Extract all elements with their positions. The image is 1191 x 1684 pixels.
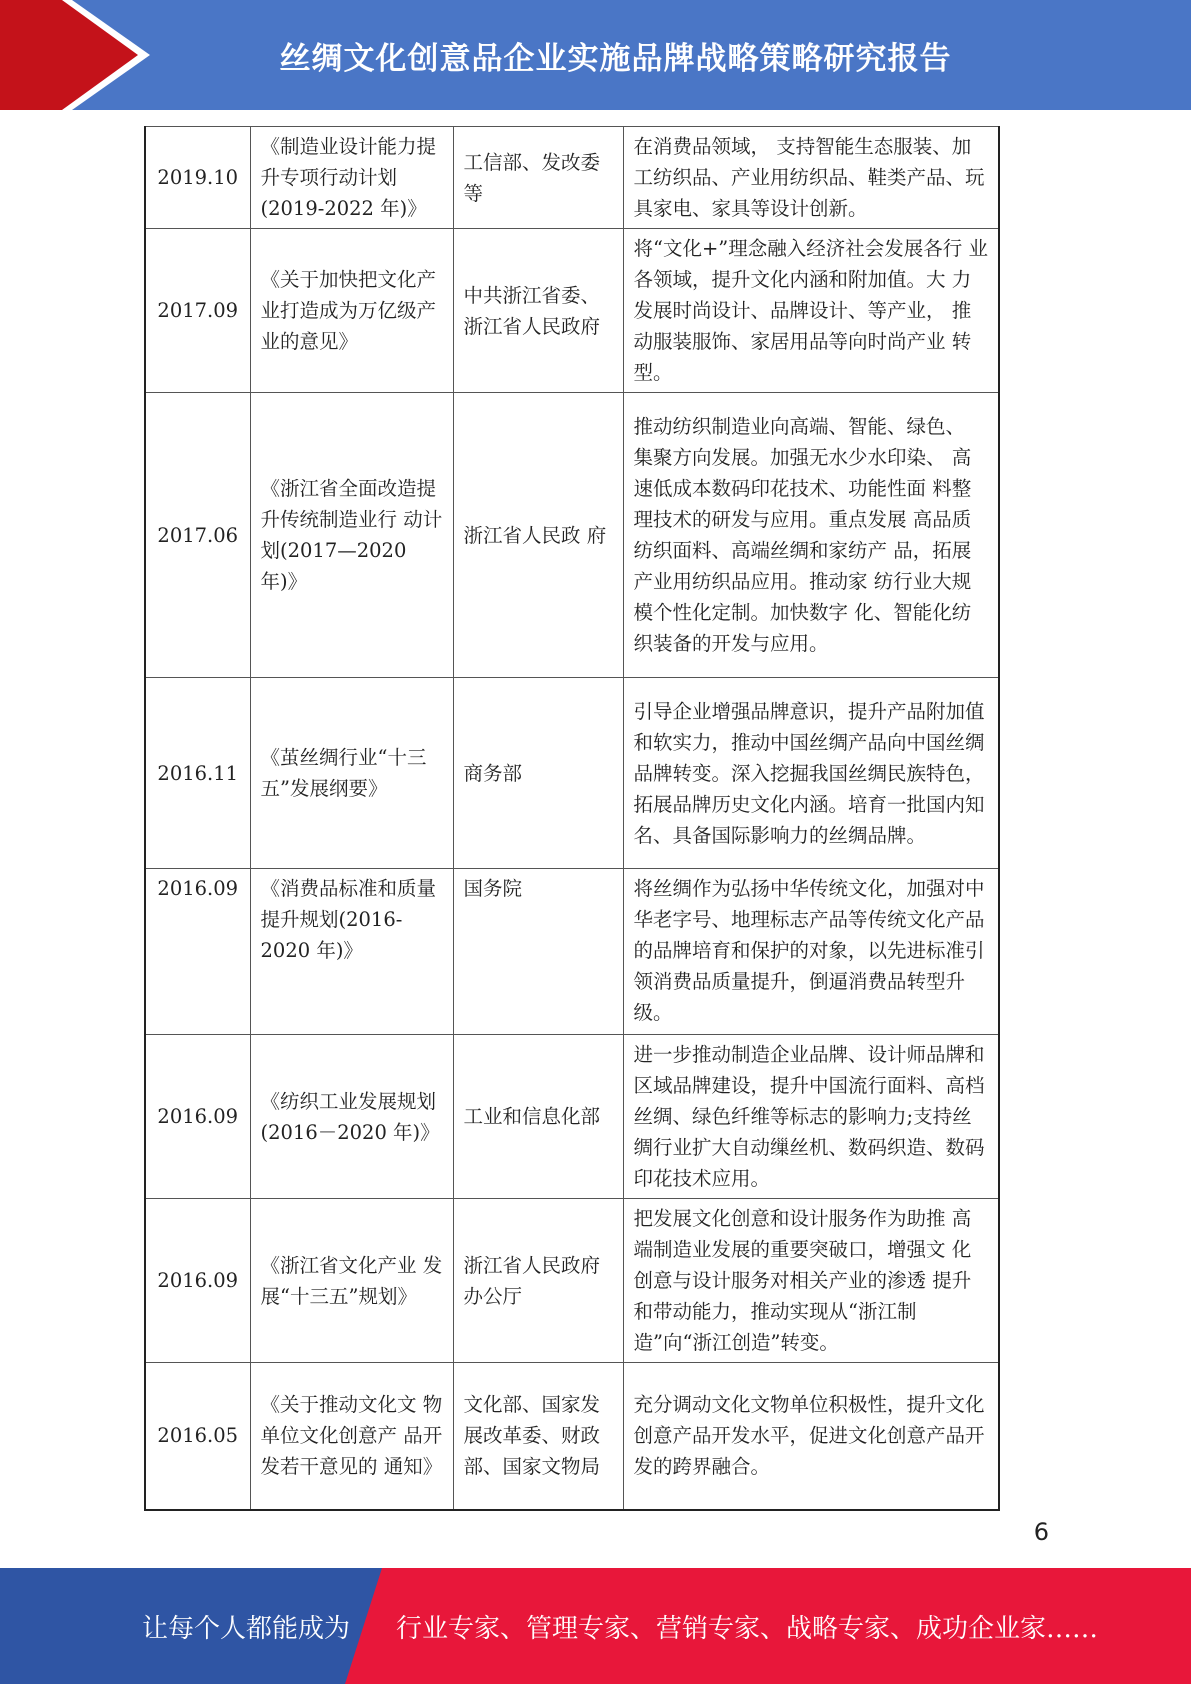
policy-date: 2016.09: [145, 1035, 250, 1199]
policy-content: 将“文化+”理念融入经济社会发展各行 业各领域，提升文化内涵和附加值。大 力发展时尚设计、品牌设计、等产业， 推动服装服饰、家居用品等向时尚产业 转型。: [623, 229, 999, 393]
policy-date: 2016.11: [145, 678, 250, 869]
policy-date: 2019.10: [145, 127, 250, 229]
policy-title: 《纺织工业发展规划(2016－2020 年)》: [250, 1035, 453, 1199]
policy-title: 《浙江省全面改造提升传统制造业行 动计划(2017—2020 年)》: [250, 393, 453, 678]
document-title: 丝绸文化创意品企业实施品牌战略策略研究报告: [279, 40, 952, 77]
policy-content: 进一步推动制造企业品牌、设计师品牌和区域品牌建设，提升中国流行面料、高档丝绸、绿色纤维等标志的影响力;支持丝绸行业扩大自动缫丝机、数码织造、数码印花技术应用。: [623, 1035, 999, 1199]
issuing-department: 国务院: [453, 869, 623, 1035]
table-row: [145, 1363, 999, 1510]
table-row: [145, 678, 999, 869]
policy-content: 充分调动文化文物单位积极性，提升文化创意产品开发水平，促进文化创意产品开发的跨界融合。: [623, 1363, 999, 1510]
table-row: [145, 1199, 999, 1363]
issuing-department: 商务部: [453, 678, 623, 869]
issuing-department: 中共浙江省委、浙江省人民政府: [453, 229, 623, 393]
policy-title: 《浙江省文化产业 发展“十三五”规划》: [250, 1199, 453, 1363]
table-row: [145, 127, 999, 229]
policy-content: 把发展文化创意和设计服务作为助推 高端制造业发展的重要突破口，增强文 化创意与设计服务对相关产业的渗透 提升和带动能力，推动实现从“浙江制 造”向“浙江创造”转变。: [623, 1199, 999, 1363]
page-footer: [0, 1568, 1191, 1684]
footer-slogan-left: 让每个人都能成为: [142, 1613, 351, 1644]
issuing-department: 文化部、国家发 展改革委、财政 部、国家文物局: [453, 1363, 623, 1510]
footer-slogan-right: 行业专家、管理专家、营销专家、战略专家、成功企业家……: [396, 1613, 1099, 1644]
policy-content: 引导企业增强品牌意识，提升产品附加值和软实力，推动中国丝绸产品向中国丝绸品牌转变。深入挖掘我国丝绸民族特色，拓展品牌历史文化内涵。培育一批国内知名、具备国际影响力的丝绸品牌。: [623, 678, 999, 869]
policy-content: 推动纺织制造业向高端、智能、绿色、 集聚方向发展。加强无水少水印染、 高速低成本数码印花技术、功能性面 料整理技术的研发与应用。重点发展 高品质纺织面料、高端丝绸和家纺产 品，拓展产业用纺织品应用。推动家 纺行业大规模个性化定制。加快数字 化、智能化纺织装备的开发与应用。: [623, 393, 999, 678]
issuing-department: 工业和信息化部: [453, 1035, 623, 1199]
issuing-department: 工信部、发改委等: [453, 127, 623, 229]
policy-title: 《制造业设计能力提升专项行动计划(2019-2022 年)》: [250, 127, 453, 229]
table-row: [145, 229, 999, 393]
policy-table-container: [144, 126, 998, 1511]
policy-title: 《茧丝绸行业“十三五”发展纲要》: [250, 678, 453, 869]
policy-date: 2016.09: [145, 1199, 250, 1363]
table-row: [145, 869, 999, 1035]
issuing-department: 浙江省人民政府 办公厅: [453, 1199, 623, 1363]
table-row: [145, 1035, 999, 1199]
policy-date: 2017.06: [145, 393, 250, 678]
table-row: [145, 393, 999, 678]
policy-title: 《消费品标准和质量提升规划(2016-2020 年)》: [250, 869, 453, 1035]
policy-date: 2016.05: [145, 1363, 250, 1510]
policy-date: 2017.09: [145, 229, 250, 393]
policy-title: 《关于加快把文化产业打造成为万亿级产业的意见》: [250, 229, 453, 393]
policy-title: 《关于推动文化文 物单位文化创意产 品开发若干意见的 通知》: [250, 1363, 453, 1510]
page-header: [0, 0, 1191, 110]
issuing-department: 浙江省人民政 府: [453, 393, 623, 678]
policy-content: 将丝绸作为弘扬中华传统文化，加强对中华老字号、地理标志产品等传统文化产品的品牌培育和保护的对象，以先进标准引领消费品质量提升，倒逼消费品转型升级。: [623, 869, 999, 1035]
policy-content: 在消费品领域， 支持智能生态服装、加工纺织品、产业用纺织品、鞋类产品、玩具家电、家具等设计创新。: [623, 127, 999, 229]
policy-date: 2016.09: [145, 869, 250, 1035]
policy-table: [144, 126, 1000, 1511]
page-number: 6: [1033, 1518, 1049, 1546]
